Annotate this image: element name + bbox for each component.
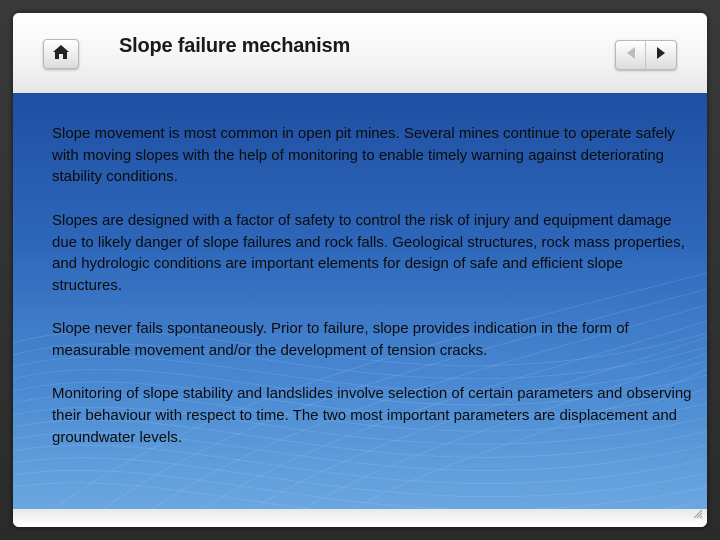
paragraph: Slopes are designed with a factor of safety to control the risk of injury and equipment damage due to likely danger of slope failures and rock falls. Geological structures, rock mass properties, and hydrologic conditions are important elements for design of safe and efficient slope structures. (52, 211, 685, 294)
paragraph: Slope never fails spontaneously. Prior to failure, slope provides indication in the form of measurable movement and/or the development of tension cracks. (52, 320, 629, 359)
page-title: Slope failure mechanism (119, 35, 351, 57)
resize-grip-icon[interactable] (693, 506, 703, 524)
slide-header (13, 13, 707, 93)
previous-slide-button[interactable] (616, 41, 646, 69)
arrow-right-icon (655, 46, 667, 65)
slide-content (13, 93, 707, 509)
slide-navigation (615, 40, 677, 70)
next-slide-button[interactable] (646, 41, 676, 69)
slide-footer (13, 509, 707, 527)
paragraph: Monitoring of slope stability and landslides involve selection of certain parameters and observing their behaviour with respect to time. The two most important parameters are displacement and groundwater levels. (52, 385, 692, 446)
slide (13, 13, 707, 527)
home-icon (52, 44, 70, 65)
slide-body-text (52, 123, 692, 470)
paragraph: Slope movement is most common in open pit mines. Several mines continue to operate safely with moving slopes with the help of monitoring to enable timely warning against deteriorating stability conditions. (52, 125, 675, 186)
arrow-left-icon (625, 46, 637, 65)
home-button[interactable] (43, 39, 79, 69)
